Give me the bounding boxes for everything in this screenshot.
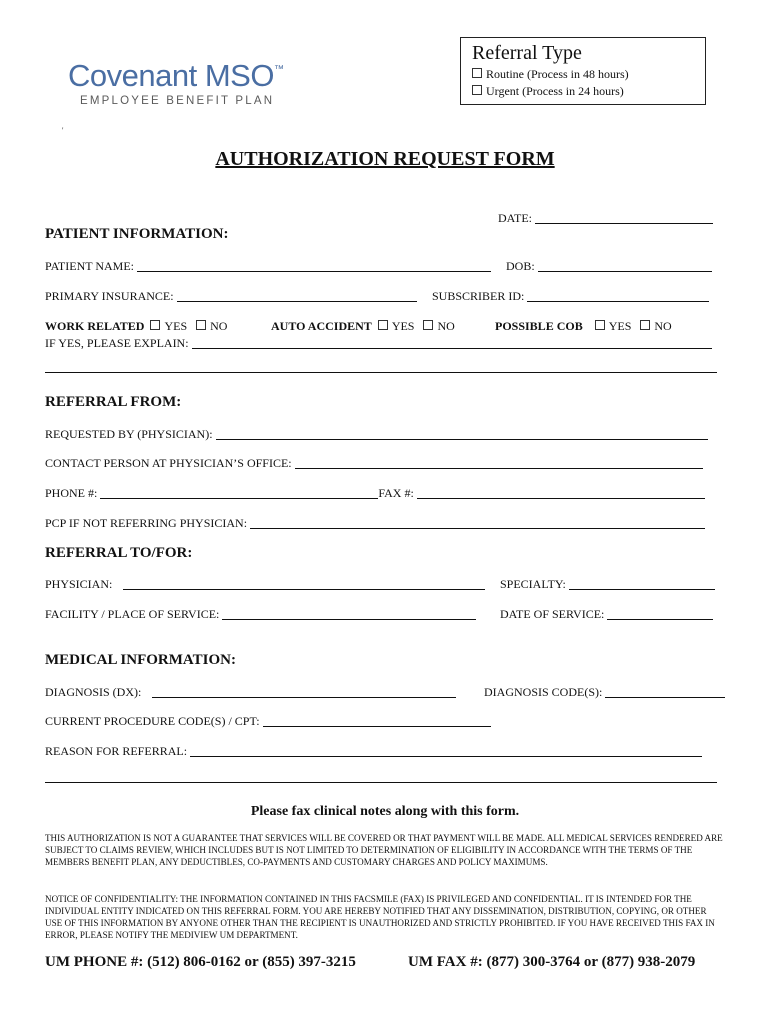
- date-row: [498, 211, 713, 226]
- procedure-field[interactable]: [263, 716, 491, 727]
- physician-row: [45, 577, 485, 592]
- explain-field[interactable]: [192, 338, 712, 349]
- fax-label: FAX #:: [378, 486, 414, 500]
- no-label: NO: [654, 319, 672, 333]
- yes-label: YES: [164, 319, 188, 333]
- diagnosis-row: [45, 685, 456, 700]
- yes-label: YES: [608, 319, 632, 333]
- date-of-service-row: [500, 607, 713, 622]
- possible-cob-row: [495, 319, 672, 334]
- dob-field[interactable]: [538, 261, 712, 272]
- referral-option-label: Routine (Process in 48 hours): [486, 67, 629, 81]
- specialty-row: [500, 577, 715, 592]
- yes-label: YES: [391, 319, 415, 333]
- reason-row: [45, 744, 702, 759]
- date-field[interactable]: [535, 213, 713, 224]
- physician-label: PHYSICIAN:: [45, 577, 113, 591]
- confidentiality-notice: NOTICE OF CONFIDENTIALITY: THE INFORMATION CONTAINED IN THIS FACSMILE (FAX) IS PRIVILEGED AND CONFIDENTIAL. IT IS INTENDED FOR THE INDIVIDUAL ENTITY INDICATED ON THIS REFERRAL FORM. YOU ARE HEREBY NOTIFIED THAT ANY DISSEMINATION, DISTRIBUTION, COPYING, OR OTHER USE OF THIS INFORMATION BY ANYONE OTHER THAN THE RECIPIENT IS UNAUTHORIZED AND STRICTLY PROHIBITED. IF YOU HAVE RECEIVED THIS FAX IN ERROR, PLEASE NOTIFY THE MEDIVIEW UM DEPARTMENT.: [45, 894, 715, 940]
- work-related-row: [45, 319, 227, 334]
- diagnosis-codes-field[interactable]: [605, 687, 725, 698]
- reason-label: REASON FOR REFERRAL:: [45, 744, 188, 758]
- stray-mark: ': [62, 126, 64, 135]
- subscriber-row: [432, 289, 709, 304]
- date-of-service-label: DATE OF SERVICE:: [500, 607, 605, 621]
- facility-field[interactable]: [222, 609, 476, 620]
- facility-label: FACILITY / PLACE OF SERVICE:: [45, 607, 220, 621]
- diagnosis-codes-row: [484, 685, 725, 700]
- dob-row: [506, 259, 712, 274]
- pcp-label: PCP IF NOT REFERRING PHYSICIAN:: [45, 516, 248, 530]
- phone-field[interactable]: [100, 488, 378, 499]
- date-of-service-field[interactable]: [607, 609, 713, 620]
- checkbox-icon[interactable]: [472, 85, 482, 95]
- referral-from-heading: REFERRAL FROM:: [45, 394, 182, 410]
- um-phone: UM PHONE #: (512) 806-0162 or (855) 397-3215: [45, 954, 356, 970]
- phone-row: [45, 486, 705, 501]
- reason-field-line-2[interactable]: [45, 772, 717, 783]
- referral-to-heading: REFERRAL TO/FOR:: [45, 545, 193, 561]
- form-title: AUTHORIZATION REQUEST FORM: [215, 148, 555, 170]
- checkbox-icon[interactable]: [150, 320, 160, 330]
- checkbox-icon[interactable]: [378, 320, 388, 330]
- phone-label: PHONE #:: [45, 486, 98, 500]
- logo-text: Covenant MSO: [68, 58, 274, 93]
- patient-name-field[interactable]: [137, 261, 491, 272]
- medical-info-heading: MEDICAL INFORMATION:: [45, 652, 236, 668]
- insurance-row: [45, 289, 417, 304]
- specialty-field[interactable]: [569, 579, 715, 590]
- facility-row: [45, 607, 476, 622]
- checkbox-icon[interactable]: [640, 320, 650, 330]
- requested-by-row: [45, 427, 708, 442]
- patient-name-row: [45, 259, 491, 274]
- checkbox-icon[interactable]: [196, 320, 206, 330]
- pcp-field[interactable]: [250, 518, 705, 529]
- patient-name-label: PATIENT NAME:: [45, 259, 135, 273]
- no-label: NO: [437, 319, 455, 333]
- contact-field[interactable]: [295, 458, 703, 469]
- pcp-row: [45, 516, 705, 531]
- subscriber-label: SUBSCRIBER ID:: [432, 289, 525, 303]
- specialty-label: SPECIALTY:: [500, 577, 566, 591]
- checkbox-icon[interactable]: [472, 68, 482, 78]
- procedure-label: CURRENT PROCEDURE CODE(S) / CPT:: [45, 714, 260, 728]
- referral-option-urgent[interactable]: [472, 84, 624, 99]
- fax-clinical-notes: Please fax clinical notes along with this form.: [250, 804, 520, 819]
- logo-subtitle: EMPLOYEE BENEFIT PLAN: [80, 95, 275, 107]
- disclaimer-text: THIS AUTHORIZATION IS NOT A GUARANTEE THAT SERVICES WILL BE COVERED OR THAT PAYMENT WILL BE MADE. ALL MEDICAL SERVICES RENDERED ARE SUBJECT TO CLAIMS REVIEW, WHICH INCLUDES BUT IS NOT LIMITED TO DETERMINATION OF ELIGIBILITY IN ACCORDANCE WITH THE TERMS OF THE MEMBERS BENEFIT PLAN, ANY DEDUCTIBLES, CO-PAYMENTS AND CUSTOMARY CHARGES AND POLICY MAXIMUMS.: [45, 833, 723, 867]
- date-label: DATE:: [498, 211, 532, 225]
- auto-accident-row: [271, 319, 455, 334]
- contact-row: [45, 456, 703, 471]
- logo-trademark: ™: [273, 64, 284, 75]
- possible-cob-label: POSSIBLE COB: [495, 319, 583, 333]
- dob-label: DOB:: [506, 259, 535, 273]
- procedure-row: [45, 714, 491, 729]
- reason-field[interactable]: [190, 746, 702, 757]
- requested-by-field[interactable]: [216, 429, 708, 440]
- patient-info-heading: PATIENT INFORMATION:: [45, 226, 229, 242]
- explain-field-line-2[interactable]: [45, 362, 717, 373]
- subscriber-field[interactable]: [527, 291, 709, 302]
- referral-type-title: Referral Type: [472, 42, 582, 64]
- requested-by-label: REQUESTED BY (PHYSICIAN):: [45, 427, 213, 441]
- fax-field[interactable]: [417, 488, 705, 499]
- work-related-label: WORK RELATED: [45, 319, 145, 333]
- checkbox-icon[interactable]: [595, 320, 605, 330]
- referral-option-routine[interactable]: [472, 67, 629, 82]
- explain-label: IF YES, PLEASE EXPLAIN:: [45, 336, 189, 350]
- diagnosis-codes-label: DIAGNOSIS CODE(S):: [484, 685, 603, 699]
- insurance-label: PRIMARY INSURANCE:: [45, 289, 174, 303]
- insurance-field[interactable]: [177, 291, 417, 302]
- um-fax: UM FAX #: (877) 300-3764 or (877) 938-2079: [408, 954, 696, 970]
- contact-label: CONTACT PERSON AT PHYSICIAN’S OFFICE:: [45, 456, 292, 470]
- no-label: NO: [210, 319, 228, 333]
- auto-accident-label: AUTO ACCIDENT: [271, 319, 372, 333]
- explain-row: [45, 336, 712, 351]
- referral-option-label: Urgent (Process in 24 hours): [486, 84, 624, 98]
- physician-field[interactable]: [123, 579, 485, 590]
- covenant-mso-logo: [68, 58, 283, 94]
- diagnosis-label: DIAGNOSIS (DX):: [45, 685, 142, 699]
- checkbox-icon[interactable]: [423, 320, 433, 330]
- diagnosis-field[interactable]: [152, 687, 456, 698]
